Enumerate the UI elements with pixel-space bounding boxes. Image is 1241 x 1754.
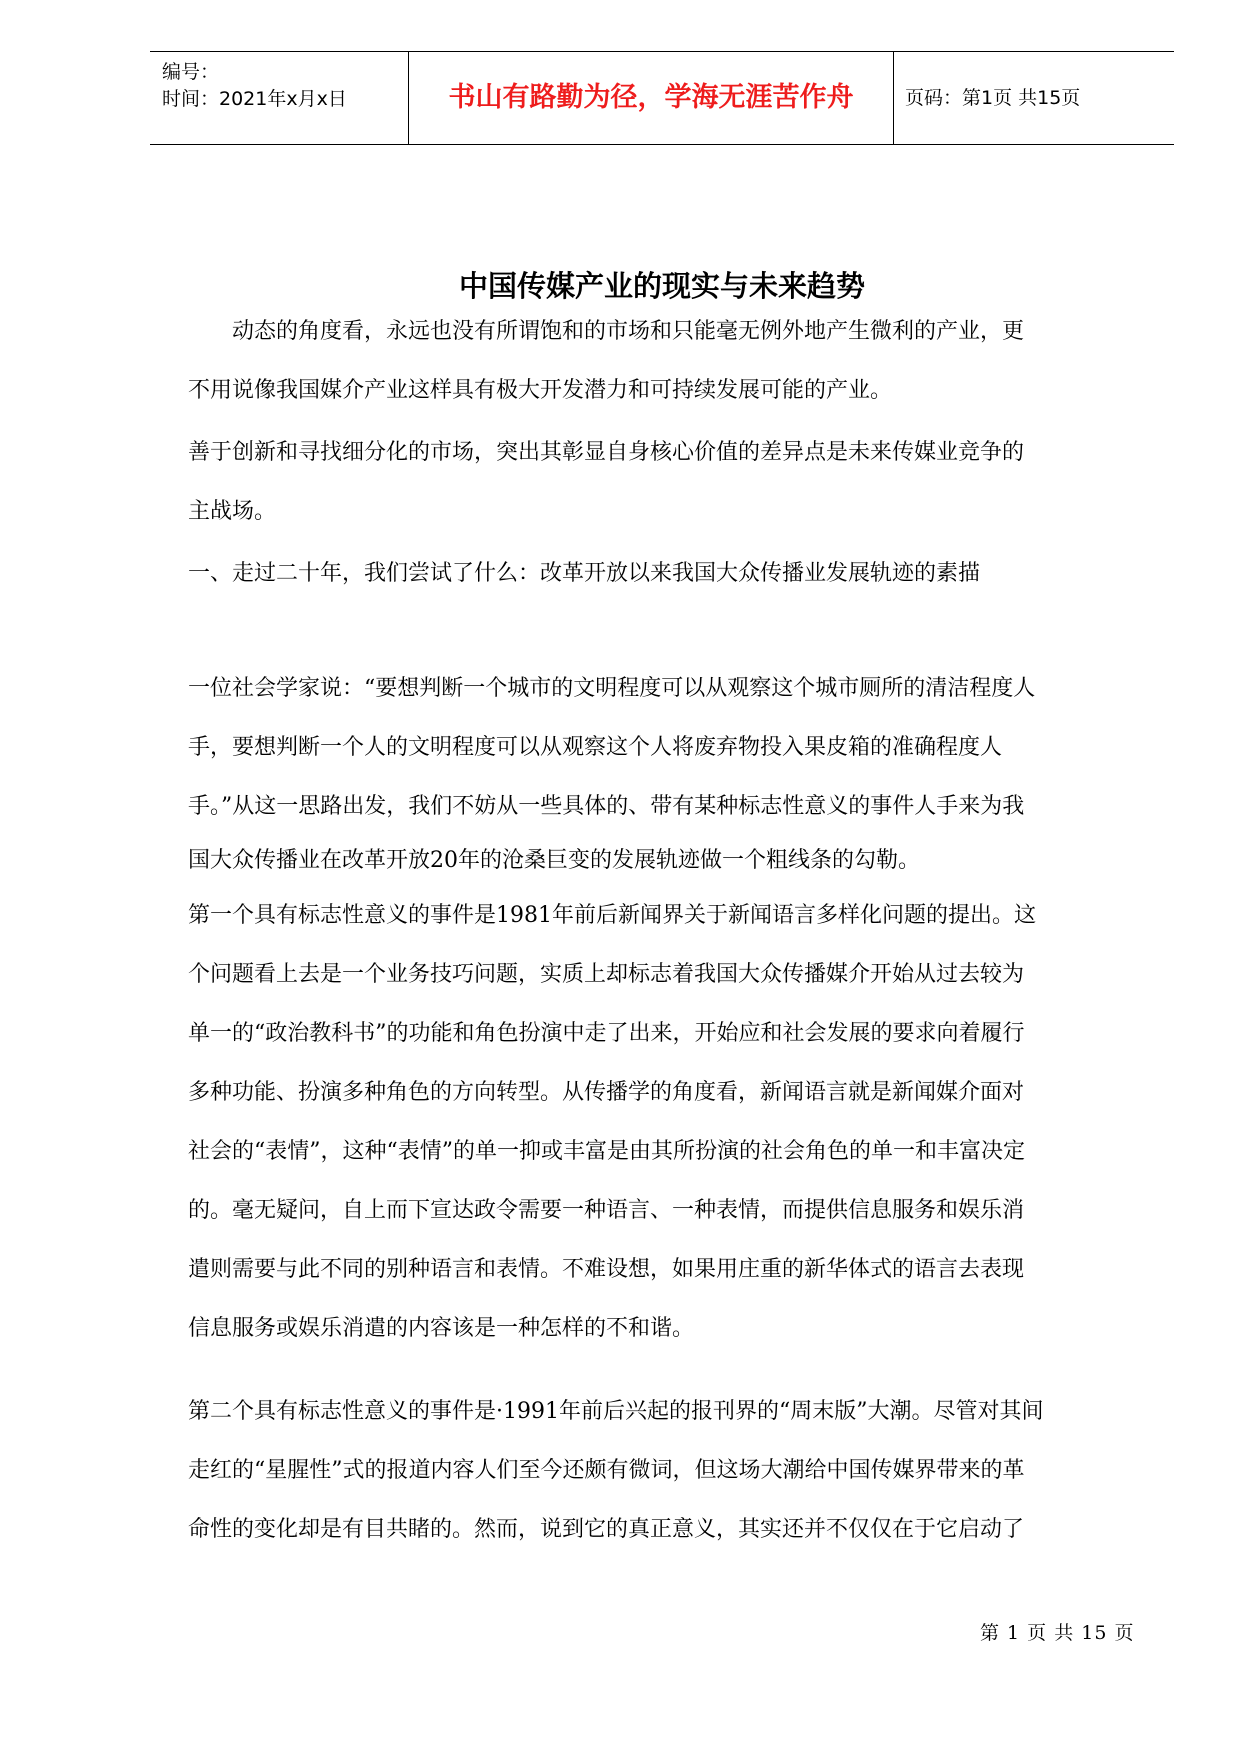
paragraph-line: 不用说像我国媒介产业这样具有极大开发潜力和可持续发展可能的产业。 [188,378,893,403]
paragraph [188,302,1138,420]
page-footer: 第 1 页 共 15 页 [980,1622,1135,1644]
paragraph-line: 多种功能、扮演多种角色的方向转型。从传播学的角度看，新闻语言就是新闻媒介面对 [188,1080,1025,1105]
paragraph-line: 信息服务或娱乐消遣的内容该是一种怎样的不和谐。 [188,1316,695,1341]
paragraph-line: 手，要想判断一个人的文明程度可以从观察这个人将废弃物投入果皮箱的准确程度人 [188,735,1003,760]
paragraph-line: 个问题看上去是一个业务技巧问题，实质上却标志着我国大众传播媒介开始从过去较为 [188,962,1025,987]
paragraph-line: 动态的角度看，永远也没有所谓饱和的市场和只能毫无例外地产生微利的产业，更 [232,319,1025,344]
paragraph [188,1382,1138,1559]
paragraph-line: 第二个具有标志性意义的事件是·1991年前后兴起的报刊界的“周末版”大潮。尽管对其间 [188,1399,1044,1424]
paragraph-line: 遣则需要与此不同的别种语言和表情。不难设想，如果用庄重的新华体式的语言去表现 [188,1257,1025,1282]
paragraph-line: 单一的“政治教科书”的功能和角色扮演中走了出来，开始应和社会发展的要求向着履行 [188,1021,1025,1046]
document-number-label: 编号： [162,61,220,83]
page-header [150,51,1174,145]
paragraph-line: 一位社会学家说：“要想判断一个城市的文明程度可以从观察这个城市厕所的清洁程度人 [188,676,1036,701]
paragraph-line: 走红的“星腥性”式的报道内容人们至今还颇有微词，但这场大潮给中国传媒界带来的革 [188,1458,1025,1483]
paragraph-line: 第一个具有标志性意义的事件是1981年前后新闻界关于新闻语言多样化问题的提出。这 [188,903,1036,928]
paragraph-line: 社会的“表情”，这种“表情”的单一抑或丰富是由其所扮演的社会角色的单一和丰富决定 [188,1139,1025,1164]
paragraph-line: 国大众传播业在改革开放20年的沧桑巨变的发展轨迹做一个粗线条的勾勒。 [188,848,920,873]
header-page-number: 页码：第1页 共15页 [905,87,1081,109]
paragraph-line: 的。毫无疑问，自上而下宣达政令需要一种语言、一种表情，而提供信息服务和娱乐消 [188,1198,1025,1223]
paragraph-line: 命性的变化却是有目共睹的。然而，说到它的真正意义，其实还并不仅仅在于它启动了 [188,1517,1025,1542]
section-heading [188,544,1138,603]
header-motto: 书山有路勤为径，学海无涯苦作舟 [408,52,894,144]
header-meta [150,52,408,144]
paragraph [188,659,1138,1358]
paragraph-line: 主战场。 [188,499,277,524]
paragraph [188,423,1138,541]
document-time-label: 时间：2021年x月x日 [162,88,347,110]
paragraph-line: 手。”从这一思路出发，我们不妨从一些具体的、带有某种标志性意义的事件人手来为我 [188,794,1025,819]
paragraph-line: 善于创新和寻找细分化的市场，突出其彰显自身核心价值的差异点是未来传媒业竞争的 [188,440,1025,465]
paragraph-line: 一、走过二十年，我们尝试了什么：改革开放以来我国大众传播业发展轨迹的素描 [188,561,981,586]
document-title: 中国传媒产业的现实与未来趋势 [458,269,865,303]
